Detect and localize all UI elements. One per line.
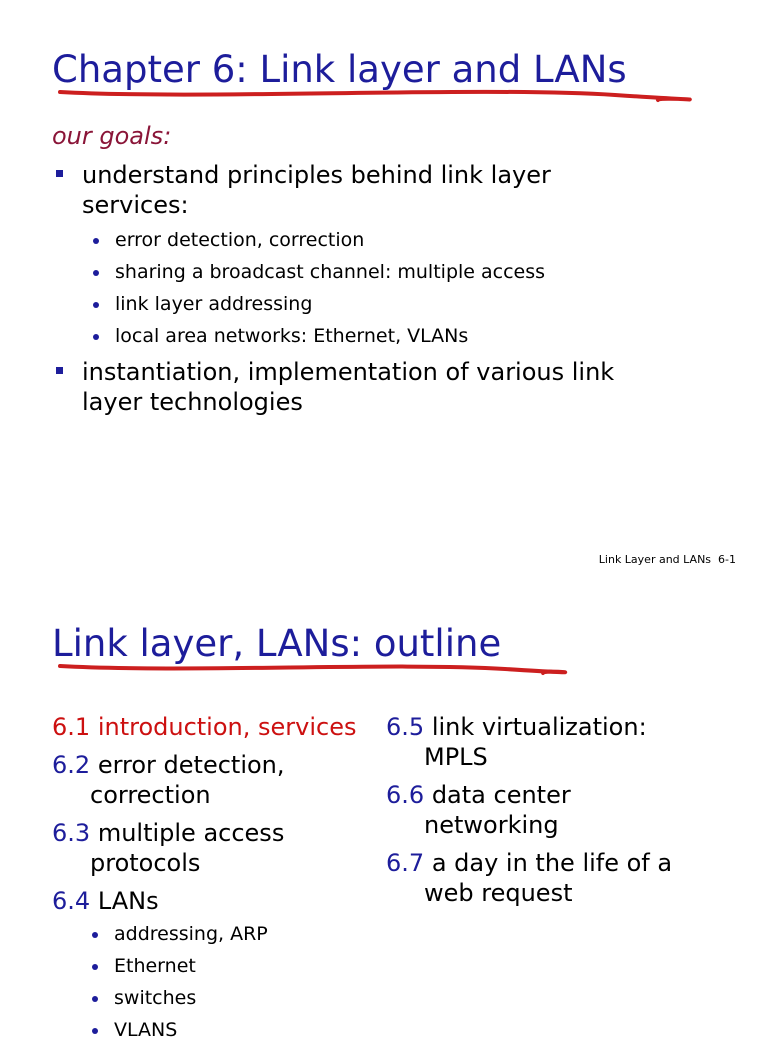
- section-title: data center: [431, 781, 571, 809]
- goal-line: instantiation, implementation of various link: [82, 358, 615, 386]
- outline-entry-current: [52, 712, 356, 742]
- slide-2: [0, 512, 768, 1041]
- section-title-continued: correction: [90, 781, 211, 809]
- goal-item: [82, 357, 614, 417]
- sub-item-label: Ethernet: [114, 955, 196, 977]
- slide-title: Link layer, LANs: outline: [52, 622, 502, 665]
- sub-item-label: VLANS: [114, 1019, 178, 1041]
- outline-entry-line: [52, 750, 356, 780]
- section-title: introduction, services: [97, 713, 357, 741]
- sub-item: [115, 224, 364, 256]
- section-number: 6.4: [52, 887, 91, 915]
- dot-bullet-icon: [92, 996, 98, 1002]
- outline-entry-line: [52, 818, 356, 848]
- goal-line: understand principles behind link layer: [82, 161, 551, 189]
- section-title: multiple access: [97, 819, 285, 847]
- square-bullet-icon: [56, 367, 63, 374]
- sub-item-label: link layer addressing: [115, 293, 313, 315]
- outline-left-column: [52, 712, 356, 1046]
- title-underline: [55, 657, 545, 679]
- section-number: 6.2: [52, 751, 91, 779]
- section-title: link virtualization:: [431, 713, 647, 741]
- outline-entry: [386, 780, 672, 840]
- outline-entry: [52, 750, 356, 810]
- outline-entry-line: [386, 780, 672, 810]
- dot-bullet-icon: [93, 270, 99, 276]
- lans-sub-item: [52, 982, 356, 1014]
- sub-item: [115, 288, 312, 320]
- title-underline: [55, 82, 660, 104]
- lans-sub-item: [52, 950, 356, 982]
- section-title-continued: web request: [424, 879, 573, 907]
- footer-page-number: 6-1: [718, 553, 736, 566]
- section-number: 6.1: [52, 713, 91, 741]
- sub-item-label: switches: [114, 987, 197, 1009]
- section-number: 6.6: [386, 781, 425, 809]
- goals-subtitle: our goals:: [52, 122, 172, 150]
- outline-entry: [386, 712, 672, 772]
- goal-line: layer technologies: [82, 388, 303, 416]
- dot-bullet-icon: [92, 932, 98, 938]
- outline-entry-line: [386, 848, 672, 878]
- section-title: LANs: [97, 887, 159, 915]
- sub-item-label: local area networks: Ethernet, VLANs: [115, 325, 469, 347]
- sub-item: [115, 256, 545, 288]
- outline-entry-line: [52, 712, 356, 742]
- dot-bullet-icon: [93, 238, 99, 244]
- dot-bullet-icon: [92, 964, 98, 970]
- square-bullet-icon: [56, 170, 63, 177]
- section-title-continued: MPLS: [424, 743, 488, 771]
- sub-item-label: addressing, ARP: [114, 923, 268, 945]
- outline-entry: [52, 886, 356, 916]
- goal-line: services:: [82, 191, 189, 219]
- section-title: a day in the life of a: [431, 849, 673, 877]
- outline-entry: [386, 848, 672, 908]
- footer-label: Link Layer and LANs: [598, 553, 712, 566]
- section-title-continued: networking: [424, 811, 559, 839]
- section-number: 6.7: [386, 849, 425, 877]
- sub-item-label: sharing a broadcast channel: multiple access: [115, 261, 546, 283]
- outline-entry-line: [386, 712, 672, 742]
- lans-sub-item: [52, 918, 356, 950]
- outline-entry: [52, 818, 356, 878]
- dot-bullet-icon: [93, 302, 99, 308]
- section-title: error detection,: [97, 751, 285, 779]
- outline-entry-line: [52, 886, 356, 916]
- sub-item: [115, 320, 468, 352]
- slide-title: Chapter 6: Link layer and LANs: [52, 48, 627, 91]
- lans-sub-item: [52, 1014, 356, 1046]
- slide-1: [0, 0, 768, 512]
- sub-item-label: error detection, correction: [115, 229, 365, 251]
- dot-bullet-icon: [92, 1028, 98, 1034]
- section-number: 6.3: [52, 819, 91, 847]
- goal-item: [82, 160, 551, 220]
- section-title-continued: protocols: [90, 849, 201, 877]
- outline-right-column: [386, 712, 672, 916]
- section-number: 6.5: [386, 713, 425, 741]
- dot-bullet-icon: [93, 334, 99, 340]
